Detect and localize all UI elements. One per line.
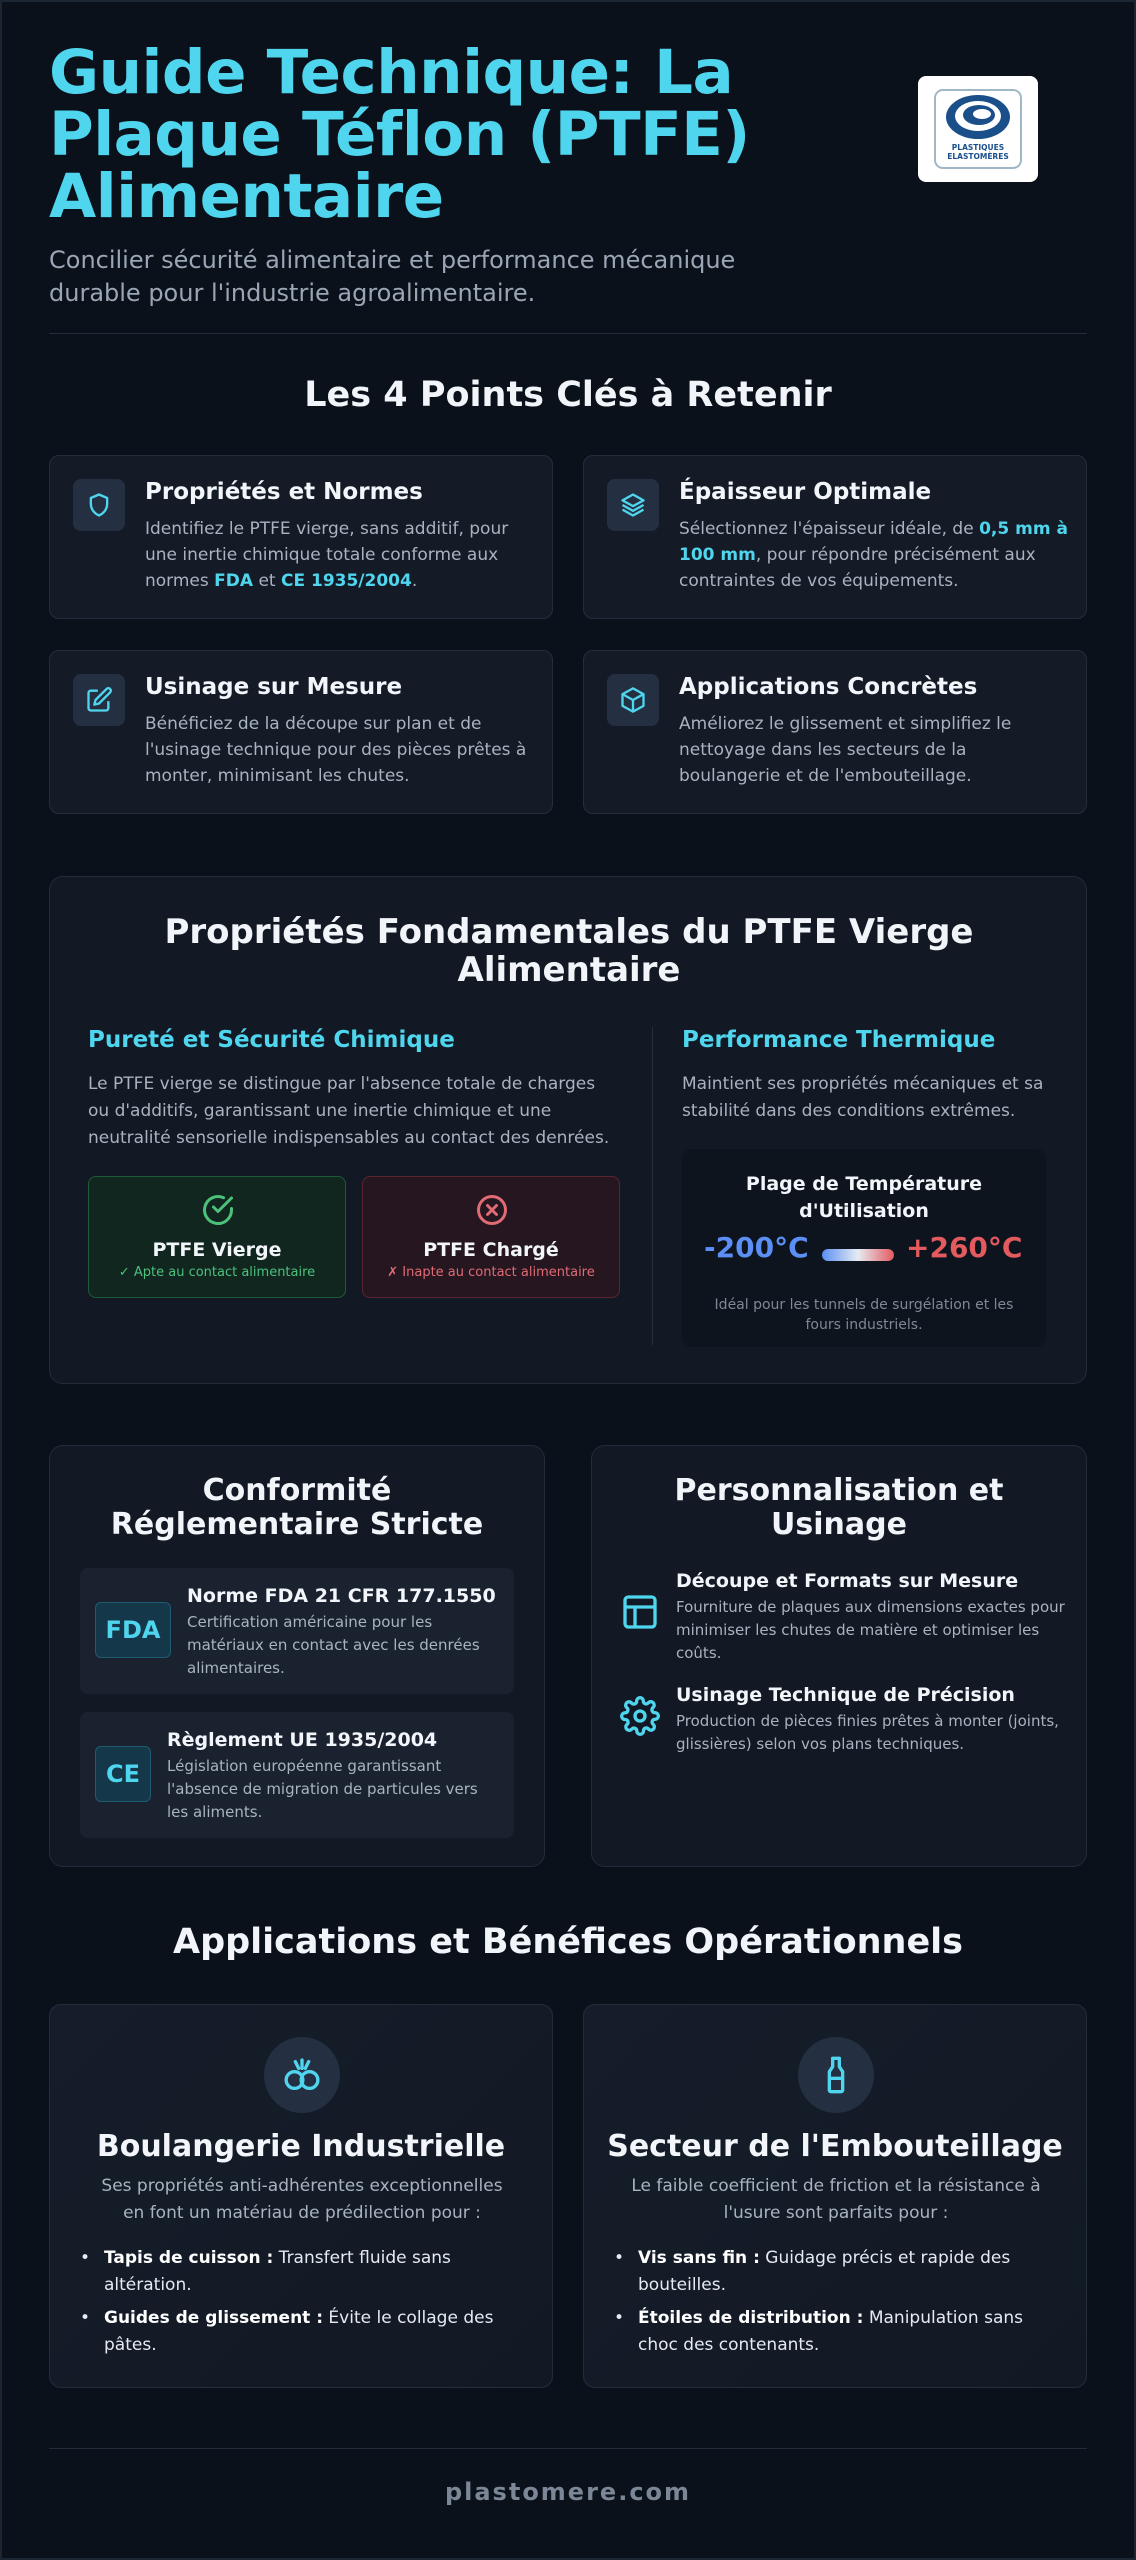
conformity-title: Conformité Réglementaire Stricte (110, 1473, 484, 1542)
keypoint-title: Applications Concrètes (679, 674, 978, 700)
keypoint-title: Propriétés et Normes (145, 479, 423, 505)
purity-text: Le PTFE vierge se distingue par l'absence totale de charges ou d'additifs, garantissant une inertie chimique et une neutralité sensorielle indispensables au contact des denrées. (88, 1074, 610, 1148)
application-bakery (49, 2004, 553, 2388)
temperature-min: -200°C (704, 1231, 809, 1264)
customisation-panel (591, 1445, 1087, 1867)
thermal-text: Maintient ses propriétés mécaniques et sa stabilité dans des conditions extrêmes. (682, 1074, 1044, 1121)
fda-badge: FDA (95, 1602, 171, 1658)
logo-icon (932, 87, 1024, 171)
fundamentals-panel (49, 876, 1087, 1384)
divider (49, 333, 1087, 334)
norm-fda (80, 1568, 514, 1694)
application-title: Boulangerie Industrielle (96, 2129, 506, 2164)
applications-title: Applications et Bénéfices Opérationnels (172, 1922, 964, 1962)
application-text: Le faible coefficient de friction et la résistance à l'usure sont parfaits pour : (631, 2176, 1041, 2223)
charged-ptfe-note: ✗ Inapte au contact alimentaire (387, 1265, 595, 1280)
temperature-max: +260°C (906, 1231, 1023, 1264)
feature-text: Production de pièces finies prêtes à monter (joints, glissières) selon vos plans techniques. (676, 1712, 1059, 1753)
virgin-ptfe-card (88, 1176, 346, 1298)
norm-text: Certification américaine pour les matériaux en contact avec les denrées alimentaires. (187, 1613, 480, 1677)
norm-ce (80, 1712, 514, 1838)
application-list (80, 2245, 520, 2365)
application-title: Secteur de l'Embouteillage (607, 2129, 1063, 2164)
list-item: • Tapis de cuisson : Transfert fluide sans altération. (80, 2245, 520, 2299)
layout-icon (620, 1592, 660, 1632)
divider (49, 2448, 1087, 2449)
bottle-icon (798, 2037, 874, 2113)
keypoint-card-standards (49, 455, 553, 619)
keypoint-text: Améliorez le glissement et simplifiez le nettoyage dans les secteurs de la boulangerie et de l'embouteillage. (679, 714, 1012, 786)
application-text: Ses propriétés anti-adhérentes exceptionnelles en font un matériau de prédilection pour : (101, 2176, 503, 2223)
shield-icon (73, 479, 125, 531)
ce-badge: CE (95, 1746, 151, 1802)
edit-icon (73, 674, 125, 726)
gear-icon (620, 1696, 660, 1736)
feature-text: Fourniture de plaques aux dimensions exactes pour minimiser les chutes de matière et optimiser les coûts. (676, 1598, 1065, 1662)
temperature-range-title: Plage de Température d'Utilisation (745, 1173, 983, 1222)
keypoint-text: Identifiez le PTFE vierge, sans additif, pour une inertie chimique totale conforme aux normes FDA et CE 1935/2004. (145, 519, 509, 591)
keypoint-text: Bénéficiez de la découpe sur plan et de l'usinage technique pour des pièces prêtes à monter, minimisant les chutes. (145, 714, 527, 786)
x-circle-icon (474, 1192, 510, 1228)
norm-title: Règlement UE 1935/2004 (167, 1729, 438, 1751)
page-title: Guide Technique: La Plaque Téflon (PTFE) Alimentaire (49, 37, 750, 232)
keypoints-title: Les 4 Points Clés à Retenir (304, 375, 832, 415)
logo-text-1: PLASTIQUES (951, 143, 1005, 152)
list-item: • Étoiles de distribution : Manipulation sans choc des contenants. (614, 2305, 1054, 2359)
purity-title: Pureté et Sécurité Chimique (88, 1027, 455, 1053)
feature-title: Découpe et Formats sur Mesure (676, 1570, 1019, 1592)
application-bottling (583, 2004, 1087, 2388)
conformity-panel (49, 1445, 545, 1867)
virgin-ptfe-name: PTFE Vierge (152, 1239, 282, 1261)
feature-title: Usinage Technique de Précision (676, 1684, 1015, 1706)
keypoint-title: Épaisseur Optimale (679, 479, 932, 505)
list-item: • Guides de glissement : Évite le collage des pâtes. (80, 2305, 520, 2359)
application-list (614, 2245, 1054, 2365)
page-subtitle: Concilier sécurité alimentaire et performance mécanique durable pour l'industrie agroalimentaire. (49, 246, 736, 307)
keypoint-title: Usinage sur Mesure (145, 674, 403, 700)
cube-icon (607, 674, 659, 726)
keypoint-text: Sélectionnez l'épaisseur idéale, de 0,5 mm à 100 mm, pour répondre précisément aux contraintes de vos équipements. (679, 519, 1068, 591)
check-circle-icon (200, 1192, 236, 1228)
keypoint-card-applications (583, 650, 1087, 814)
footer-site-link[interactable]: plastomere.com (444, 2478, 692, 2506)
norm-text: Législation européenne garantissant l'absence de migration de particules vers les aliments. (167, 1757, 478, 1821)
brand-logo (918, 76, 1038, 182)
temperature-range-box (682, 1149, 1046, 1347)
column-divider (652, 1027, 653, 1345)
keypoint-card-machining (49, 650, 553, 814)
fundamentals-title: Propriétés Fondamentales du PTFE Vierge Alimentaire (164, 912, 974, 990)
norm-title: Norme FDA 21 CFR 177.1550 (187, 1585, 496, 1607)
thermal-title: Performance Thermique (682, 1027, 996, 1053)
logo-text-2: ELASTOMÈRES (947, 152, 1009, 161)
temperature-gradient-bar (822, 1249, 894, 1261)
customisation-title: Personnalisation et Usinage (674, 1473, 1004, 1542)
temperature-note: Idéal pour les tunnels de surgélation et les fours industriels. (714, 1297, 1014, 1333)
virgin-ptfe-note: ✓ Apte au contact alimentaire (118, 1265, 316, 1280)
list-item: • Vis sans fin : Guidage précis et rapide des bouteilles. (614, 2245, 1054, 2299)
croissant-icon (264, 2037, 340, 2113)
layers-icon (607, 479, 659, 531)
charged-ptfe-card (362, 1176, 620, 1298)
keypoint-card-thickness (583, 455, 1087, 619)
charged-ptfe-name: PTFE Chargé (423, 1239, 559, 1261)
